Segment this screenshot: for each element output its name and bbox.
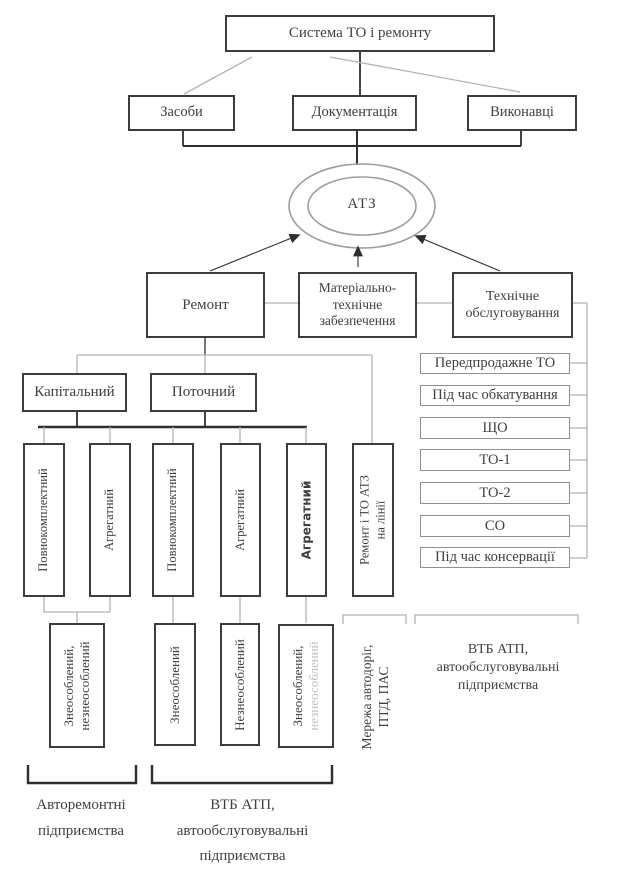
node-line-service-line2: на лінії [373, 500, 387, 540]
node-to-presale: Передпродажне ТО [420, 353, 570, 374]
node-fund-personal-label: Незнеособлений [231, 638, 247, 731]
node-fund-capital-line1: Знеособлений, [60, 644, 76, 727]
node-atz-label: АТЗ [347, 196, 377, 212]
bracket-current-orgs [152, 765, 332, 783]
node-repair-label: Ремонт [182, 296, 229, 313]
node-fund-capital-line2: незнеособлений [77, 640, 92, 731]
node-capital-aggregate-label: Агрегатний [102, 489, 117, 551]
node-to-seasonal: СО [420, 515, 570, 537]
label-road-network-line1: Мережа автодоріг, [359, 644, 375, 750]
label-maintenance-orgs [413, 641, 583, 696]
node-documentation [292, 95, 417, 131]
node-fund-mixed-line2: незнеособлений [306, 641, 321, 731]
bracket-capital-orgs [28, 765, 136, 783]
node-fund-impersonal [154, 623, 196, 746]
node-to-conservation: Під час консервації [420, 547, 570, 568]
label-current-orgs [150, 793, 335, 870]
node-current-repair [150, 373, 257, 412]
label-capital-orgs-line1: Авторемонтні [36, 797, 126, 813]
node-repair [146, 272, 265, 338]
node-executors [467, 95, 577, 131]
node-system [225, 15, 495, 52]
label-road-network [350, 628, 402, 766]
label-current-orgs-line1: ВТБ АТП, [210, 797, 275, 813]
node-capital-repair-label: Капітальний [34, 384, 115, 401]
arrow-repair-atz [210, 235, 299, 271]
label-maintenance-orgs-line3: підприємства [457, 678, 539, 694]
node-line-service-line1: Ремонт і ТО АТЗ [357, 475, 372, 565]
label-current-orgs-line3: підприємства [199, 848, 286, 864]
node-means [128, 95, 235, 131]
node-maintenance-line1: Технічне [485, 288, 540, 304]
arrow-maintenance-atz [416, 236, 500, 271]
node-material-support-line3: забезпечення [319, 313, 396, 329]
node-fund-capital [49, 623, 105, 748]
label-maintenance-orgs-line2: автообслуговувальні [436, 660, 560, 676]
node-material-support-line1: Матеріально- [318, 280, 397, 296]
label-capital-orgs-line2: підприємства [37, 822, 125, 839]
node-maintenance-line2: обслуговування [465, 306, 560, 321]
node-means-label: Засоби [160, 104, 203, 121]
node-to-running-in: Під час обкатування [420, 385, 570, 406]
node-current-repair-label: Поточний [171, 384, 236, 401]
node-to-1: ТО-1 [420, 449, 570, 471]
node-executors-label: Виконавці [490, 104, 554, 121]
label-current-orgs-line2: автообслуговувальні [176, 822, 309, 839]
node-maintenance [452, 272, 573, 338]
node-line-service [352, 443, 394, 597]
node-system-label: Система ТО і ремонту [288, 25, 432, 42]
node-fund-impersonal-label: Знеособлений [166, 645, 182, 724]
node-capital-aggregate [89, 443, 131, 597]
node-to-daily: ЩО [420, 417, 570, 439]
label-road-network-line2: ПТД, ПАС [376, 666, 391, 728]
node-current-full-complect [152, 443, 194, 597]
label-capital-orgs [20, 793, 142, 844]
node-atz [322, 195, 402, 215]
bracket-line-service [343, 615, 406, 624]
node-current-aggregate-1-label: Агрегатний [232, 489, 247, 551]
node-current-aggregate-2-label: Агрегатний [299, 480, 313, 560]
node-fund-mixed [278, 624, 334, 748]
node-capital-full-complect-label: Повнокомплектний [36, 468, 51, 572]
connector-title-executors [330, 57, 520, 92]
label-maintenance-orgs-line1: ВТБ АТП, [467, 642, 529, 657]
node-fund-mixed-line1: Знеособлений, [289, 645, 305, 727]
node-fund-personal [220, 623, 260, 746]
connector-capital-merge [44, 597, 110, 612]
node-to-2: ТО-2 [420, 482, 570, 504]
node-capital-full-complect [23, 443, 65, 597]
node-material-support [298, 272, 417, 338]
connector-title-means [184, 57, 252, 94]
node-capital-repair [22, 373, 127, 412]
node-current-aggregate-2 [286, 443, 327, 597]
node-current-full-complect-label: Повнокомплектний [165, 468, 180, 572]
node-current-aggregate-1 [220, 443, 261, 597]
node-material-support-line2: технічне [332, 296, 383, 312]
node-documentation-label: Документація [311, 104, 398, 121]
bracket-maintenance [415, 615, 578, 624]
